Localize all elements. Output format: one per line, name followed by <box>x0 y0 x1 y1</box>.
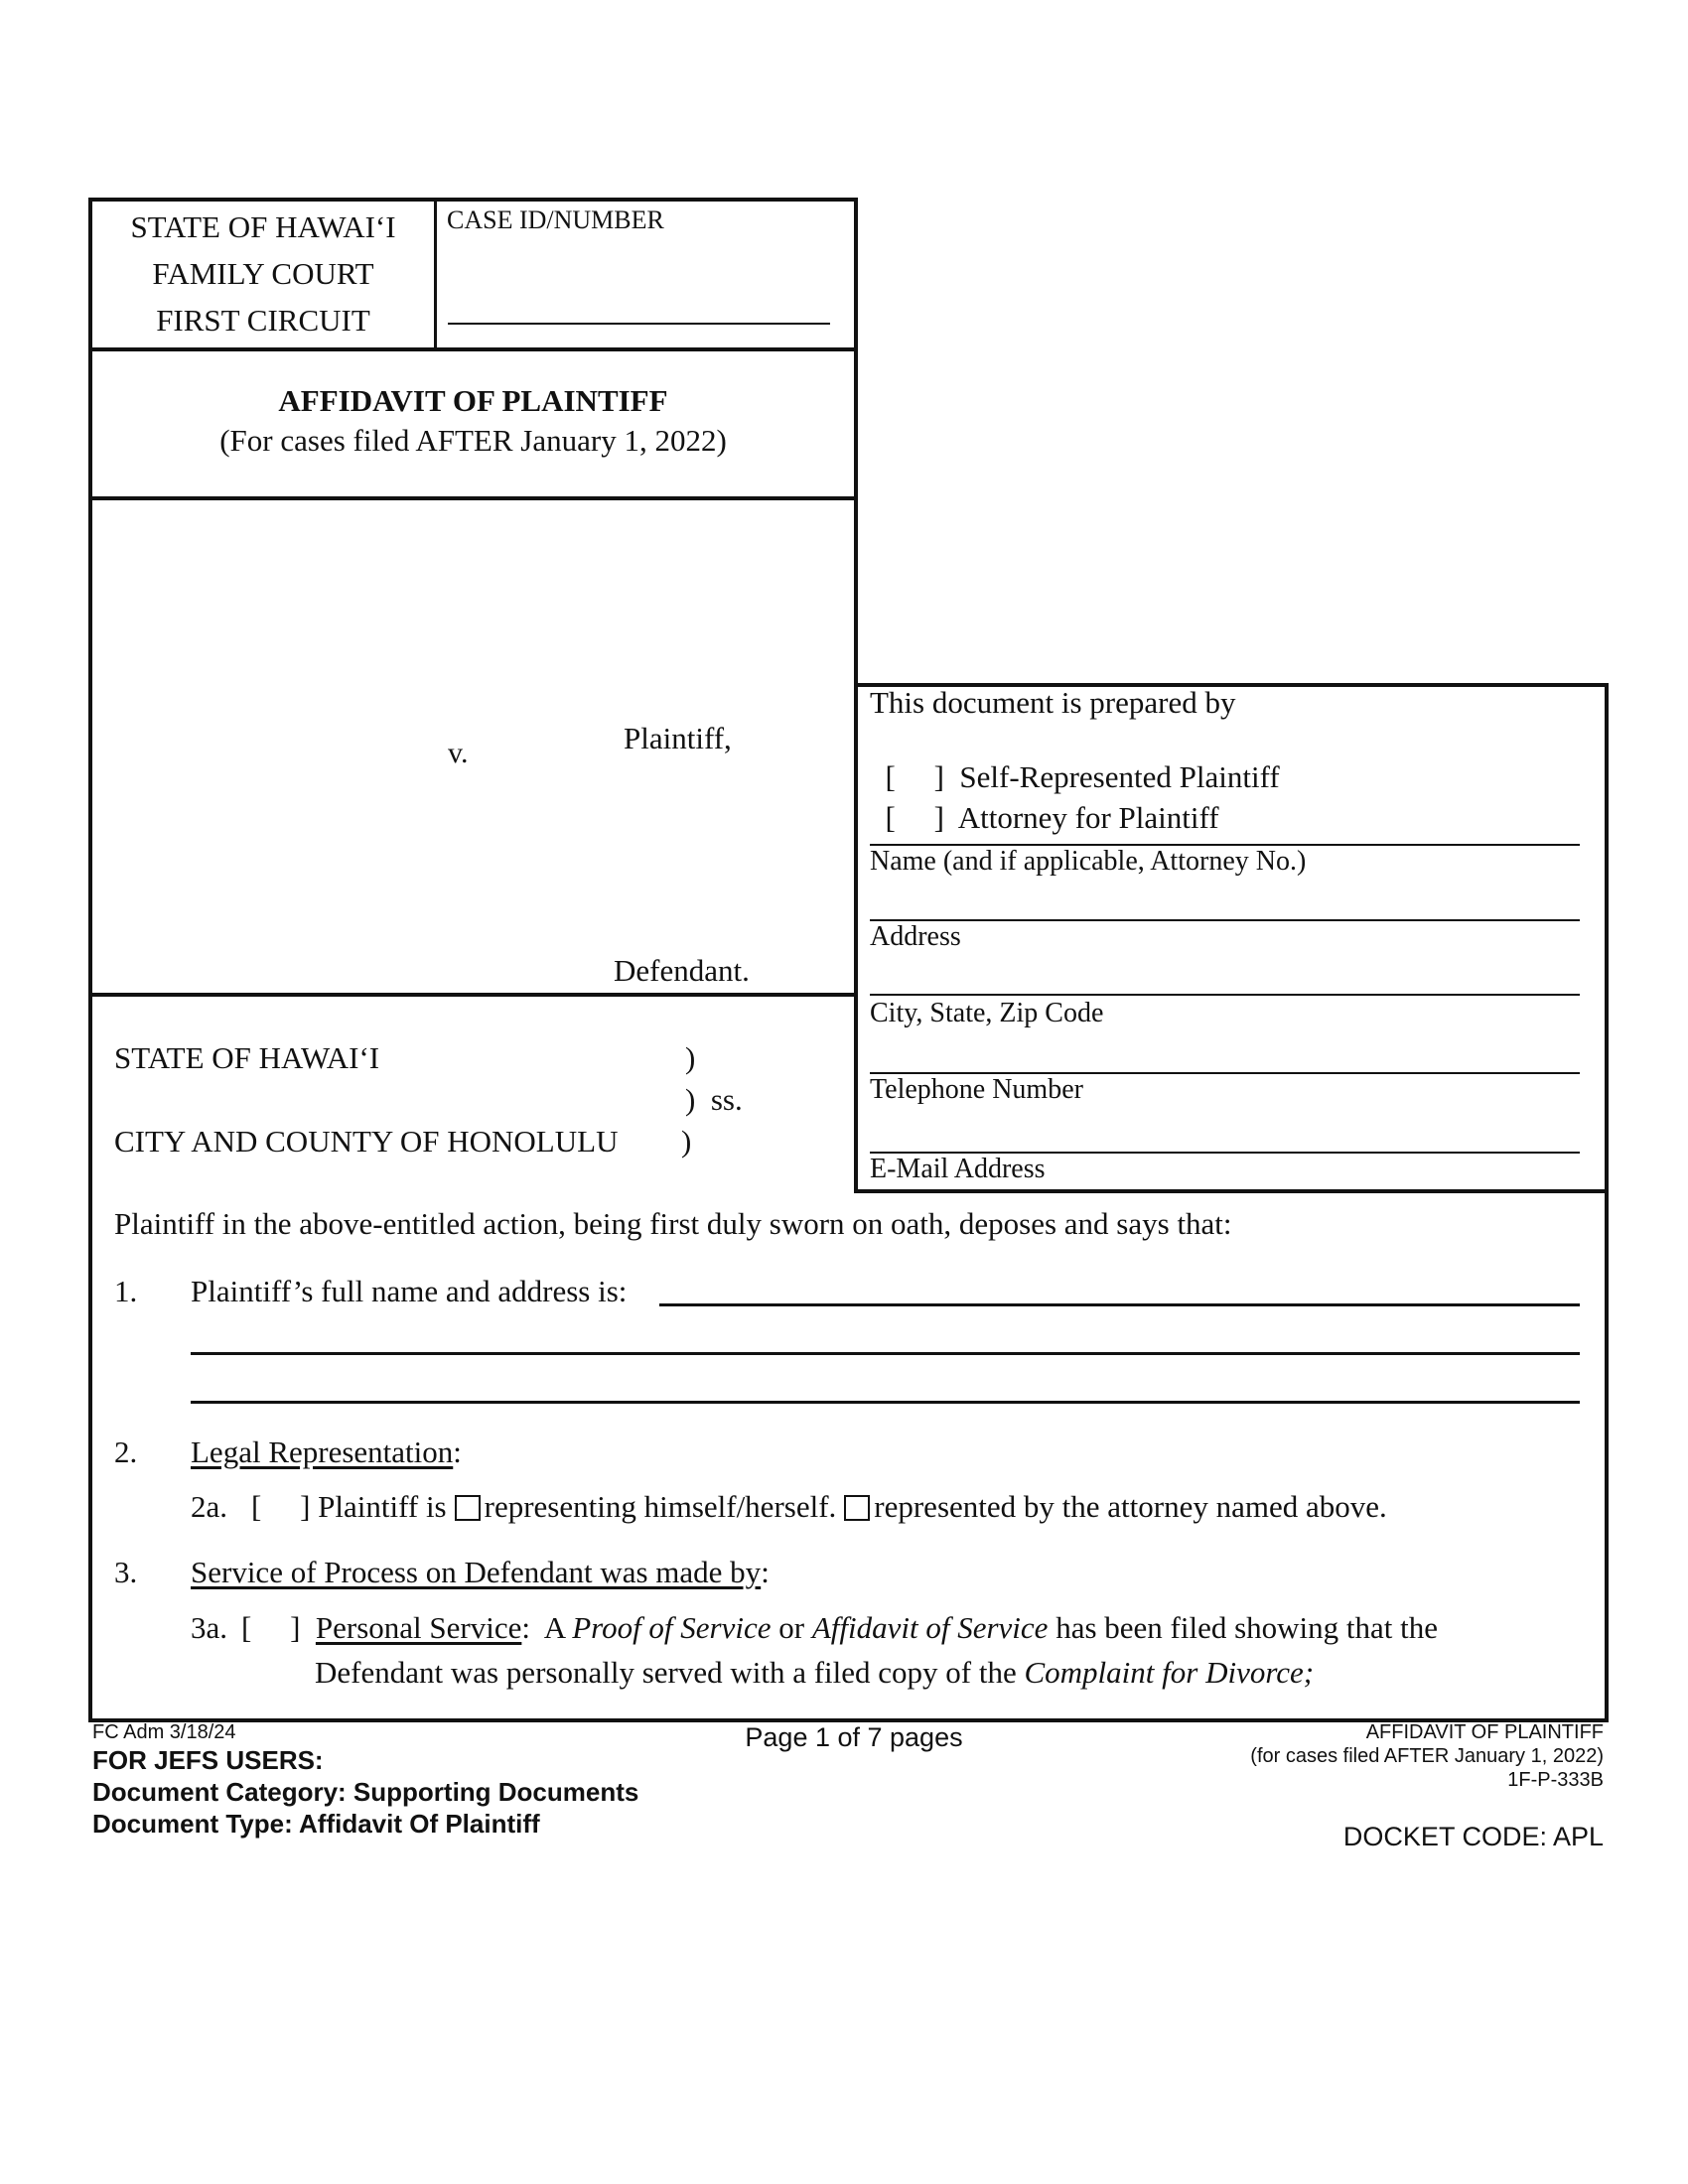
item-1-number: 1. <box>114 1274 138 1308</box>
item-3a-checkbox[interactable]: [ ] <box>241 1610 301 1645</box>
footer-form-subtitle: (for cases filed AFTER January 1, 2022) <box>1250 1745 1604 1767</box>
field-telephone-label: Telephone Number <box>870 1074 1083 1105</box>
venue-county: CITY AND COUNTY OF HONOLULU <box>114 1124 619 1159</box>
item-2-heading <box>191 1434 462 1470</box>
item-2a-number: 2a. <box>191 1489 228 1524</box>
item-3a-number: 3a. <box>191 1610 228 1645</box>
title-main: AFFIDAVIT OF PLAINTIFF <box>278 383 668 418</box>
item-3a-proof-of-service: Proof of Service <box>572 1610 772 1645</box>
venue-state: STATE OF HAWAI‘I <box>114 1040 380 1075</box>
item-3a-title: Personal Service <box>315 1610 522 1645</box>
venue-paren-1: ) <box>685 1040 696 1075</box>
body-box-top <box>88 993 858 997</box>
self-represented-checkbox[interactable] <box>455 1495 481 1521</box>
item-2a-checkbox[interactable]: [ ] <box>251 1489 311 1524</box>
item-1-line-1[interactable] <box>659 1303 1580 1306</box>
document-title <box>92 383 854 459</box>
footer-form-info <box>1112 1720 1604 1792</box>
venue-paren-3: ) <box>681 1124 692 1159</box>
case-id-label: CASE ID/NUMBER <box>447 205 664 234</box>
item-3a-line-1 <box>241 1610 1438 1646</box>
caption-divider <box>434 198 437 351</box>
footer-document-type: Document Type: Affidavit Of Plaintiff <box>92 1809 540 1839</box>
field-address-label: Address <box>870 921 961 952</box>
court-circuit: FIRST CIRCUIT <box>156 303 370 338</box>
item-3-heading <box>191 1555 770 1590</box>
footer-form-title: AFFIDAVIT OF PLAINTIFF <box>1365 1721 1604 1743</box>
case-id-line[interactable] <box>448 323 830 325</box>
item-3a-text-4: Defendant was personally served with a filed copy of the <box>315 1655 1025 1690</box>
attorney-represented-checkbox[interactable] <box>844 1495 870 1521</box>
item-2a-row <box>251 1489 1387 1525</box>
field-email-label: E-Mail Address <box>870 1154 1046 1184</box>
item-2a-option-1: representing himself/herself. <box>484 1489 837 1524</box>
item-2-colon: : <box>453 1434 462 1469</box>
defendant-label: Defendant. <box>614 953 750 988</box>
option-self-checkbox[interactable]: [ ] <box>885 759 944 794</box>
address-line[interactable] <box>870 919 1580 921</box>
footer-page-number: Page 1 of 7 pages <box>745 1722 963 1752</box>
footer-jefs-heading: FOR JEFS USERS: <box>92 1745 324 1775</box>
title-sub: (For cases filed AFTER January 1, 2022) <box>219 423 727 458</box>
item-2a-lead: Plaintiff is <box>318 1489 447 1524</box>
footer-docket-code: DOCKET CODE: APL <box>1342 1822 1604 1851</box>
item-3a-text-2: or <box>771 1610 812 1645</box>
item-2-number: 2. <box>114 1434 138 1469</box>
intro-statement: Plaintiff in the above-entitled action, being first duly sworn on oath, deposes and says that: <box>114 1206 1232 1241</box>
item-2-title: Legal Representation <box>191 1434 454 1469</box>
parties-box <box>88 496 858 997</box>
footer-document-category: Document Category: Supporting Documents <box>92 1777 639 1807</box>
option-attorney-checkbox[interactable]: [ ] <box>885 800 944 835</box>
plaintiff-label: Plaintiff, <box>624 721 732 755</box>
item-3a-affidavit-of-service: Affidavit of Service <box>811 1610 1049 1645</box>
court-name-block <box>92 209 434 339</box>
item-1-label: Plaintiff’s full name and address is: <box>191 1274 628 1308</box>
item-3a-complaint: Complaint for Divorce; <box>1024 1655 1315 1690</box>
versus-label: v. <box>448 737 469 769</box>
footer-form-number: 1F-P-333B <box>1507 1769 1604 1791</box>
item-3a-line-2 <box>315 1655 1314 1691</box>
field-name-label: Name (and if applicable, Attorney No.) <box>870 846 1307 877</box>
court-state: STATE OF HAWAI‘I <box>130 209 396 244</box>
option-self-label: Self-Represented Plaintiff <box>959 759 1280 794</box>
item-1-line-2[interactable] <box>191 1352 1580 1355</box>
prepared-by-option-attorney[interactable] <box>870 764 1219 836</box>
item-3-title: Service of Process on Defendant was made by <box>191 1555 762 1589</box>
option-attorney-label: Attorney for Plaintiff <box>957 800 1219 835</box>
field-city-label: City, State, Zip Code <box>870 998 1104 1028</box>
item-2a-option-2: represented by the attorney named above. <box>874 1489 1387 1524</box>
item-3a-text-1: : A <box>521 1610 573 1645</box>
item-3-colon: : <box>761 1555 770 1589</box>
footer-revision: FC Adm 3/18/24 <box>92 1721 236 1743</box>
item-1-line-3[interactable] <box>191 1401 1580 1404</box>
venue-paren-ss: ) ss. <box>685 1082 743 1117</box>
prepared-by-heading: This document is prepared by <box>870 685 1236 720</box>
item-3a-text-3: has been filed showing that the <box>1048 1610 1439 1645</box>
court-family: FAMILY COURT <box>152 256 374 291</box>
item-3-number: 3. <box>114 1555 138 1589</box>
